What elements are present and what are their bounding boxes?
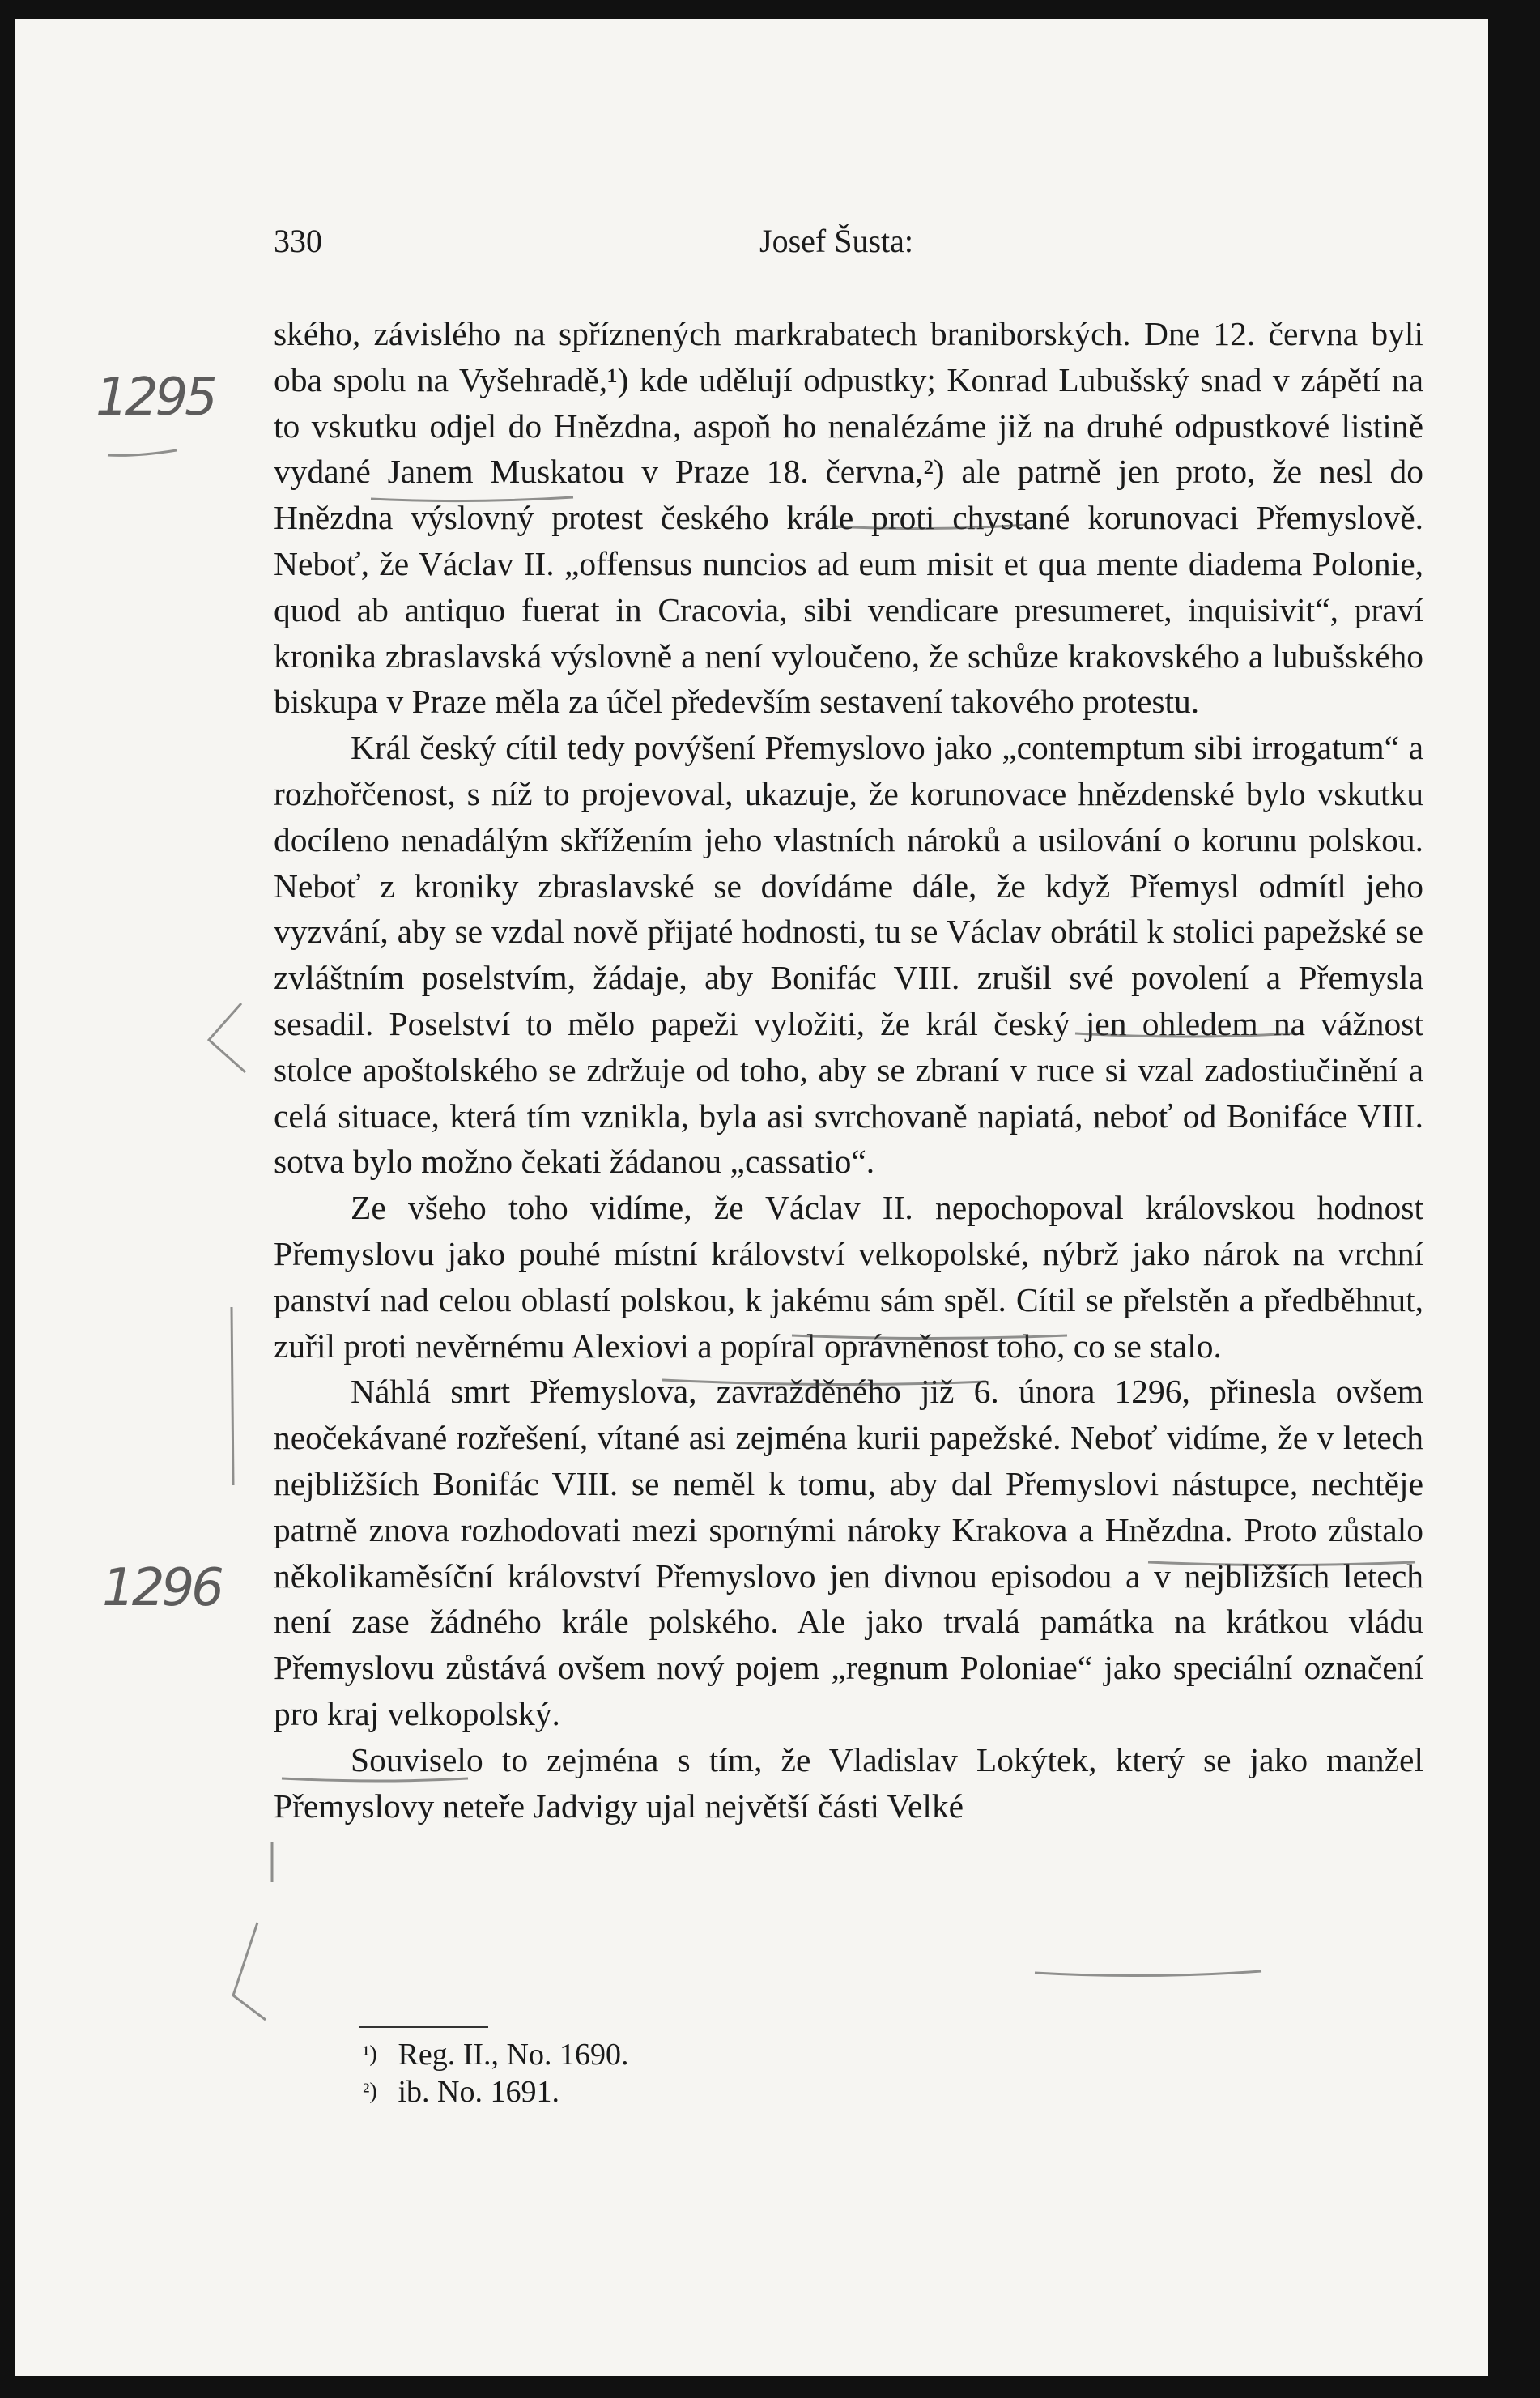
pencil-vertical-line <box>232 1307 233 1485</box>
paragraph-3: Ze všeho toho vidíme, že Václav II. nepochopoval královskou hodnost Přemyslovu jako pouhé místní království velkopolské, nýbrž jako nárok na vrchní panství nad celou oblastí polskou, k jakému sám spěl. Cítil se přelstěn a předběhnut, zuřil proti nevěrnému Alexiovi a popíral oprávněnost toho, co se stalo. <box>274 1189 1423 1365</box>
pencil-underline <box>832 525 1027 529</box>
pencil-underline-note <box>108 450 177 455</box>
footnote-text: Reg. II., No. 1690. <box>398 2038 629 2072</box>
pencil-bracket-mark <box>209 1003 245 1072</box>
paragraph-2: Král český cítil tedy povýšení Přemyslovo jako „contemptum sibi irrogatum“ a rozhořčenost, s níž to projevoval, ukazuje, že korunovace hnězdenské bylo vskutku docíleno nenadálým skřížením jeho vlastních nároků a usilování o korunu polskou. Neboť z kroniky zbraslavské se dovídáme dále, že když Přemysl odmítl jeho vyzvání, aby se vzdal nově přijaté hodnosti, tu se Václav obrátil k stolici papežské se zvláštním poselstvím, žádaje, aby Bonifác VIII. zrušil své povolení a Přemysla sesadil. Poselství to mělo papeži vyložiti, že král český jen ohledem na vážnost stolce apoštolského se zdržuje od toho, aby se zbraní v ruce si vzal zadostiučinění a celá situace, která tím vznikla, byla asi svrchovaně napiatá, neboť od Bonifáce VIII. sotva bylo možno čekati žádanou „cassatio“. <box>274 729 1423 1181</box>
margin-note-1295: 1295 <box>96 368 215 428</box>
pencil-underline <box>371 497 573 501</box>
book-page <box>15 19 1488 2376</box>
page-number: 330 <box>274 223 322 259</box>
footnote-mark: ¹) <box>363 2042 377 2067</box>
paragraph-4: Náhlá smrt Přemyslova, zavražděného již 6. února 1296, přinesla ovšem neočekávané rozřešení, vítané asi zejména kurii papežské. Neboť vidíme, že v letech nejbližších Bonifác VIII. se neměl k tomu, aby dal Přemyslovi nástupce, nechtěje patrně znova rozhodovati mezi spornými nároky Krakova a Hnězdna. Proto zůstalo několikaměsíční království Přemyslovo jen divnou episodou a v nejbližších letech není zase žádného krále polského. Ale jako trvalá památka na krátkou vládu Přemyslovu zůstává ovšem nový pojem „regnum Poloniae“ jako speciální označení pro kraj velkopolský. <box>274 1373 1423 1732</box>
footnote-text: ib. No. 1691. <box>398 2075 559 2109</box>
paragraph-1: ského, závislého na spříznených markrabatech braniborských. Dne 12. června byli oba spolu na Vyšehradě,¹) kde udělují odpustky; Konrad Lubušský snad v zápětí na to vskutku odjel do Hnězdna, aspoň ho nenalézáme již na druhé odpustkové listině vydané Janem Muskatou v Praze 18. června,²) ale patrně jen proto, že nesl do Hnězdna výslovný protest českého krále proti chystané korunovaci Přemyslově. Neboť, že Václav II. „offensus nuncios ad eum misit et qua mente diadema Polonie, quod ab antiquo fuerat in Cracovia, sibi vendicare presumeret, inquisivit“, praví kronika zbraslavská výslovně a není vyloučeno, že schůze krakovského a lubušského biskupa v Praze měla za účel především sestavení takového protestu. <box>274 315 1423 721</box>
pencil-underline <box>792 1335 1067 1339</box>
pencil-bracket-mark-2 <box>233 1923 266 2020</box>
running-head: Josef Šusta: <box>759 223 913 259</box>
footnote-mark: ²) <box>363 2079 377 2104</box>
paragraph-5: Souviselo to zejména s tím, že Vladislav Lokýtek, který se jako manžel Přemyslovy neteře Jadvigy ujal největší části Velké <box>274 1740 1423 1825</box>
pencil-underline <box>282 1778 468 1781</box>
pencil-underline <box>662 1380 986 1385</box>
pencil-annotations <box>15 19 1488 2376</box>
pencil-underline <box>1035 1971 1261 1976</box>
pencil-underline <box>1075 1033 1294 1037</box>
margin-note-1296: 1296 <box>102 1558 221 1618</box>
pencil-underline <box>1148 1562 1415 1565</box>
